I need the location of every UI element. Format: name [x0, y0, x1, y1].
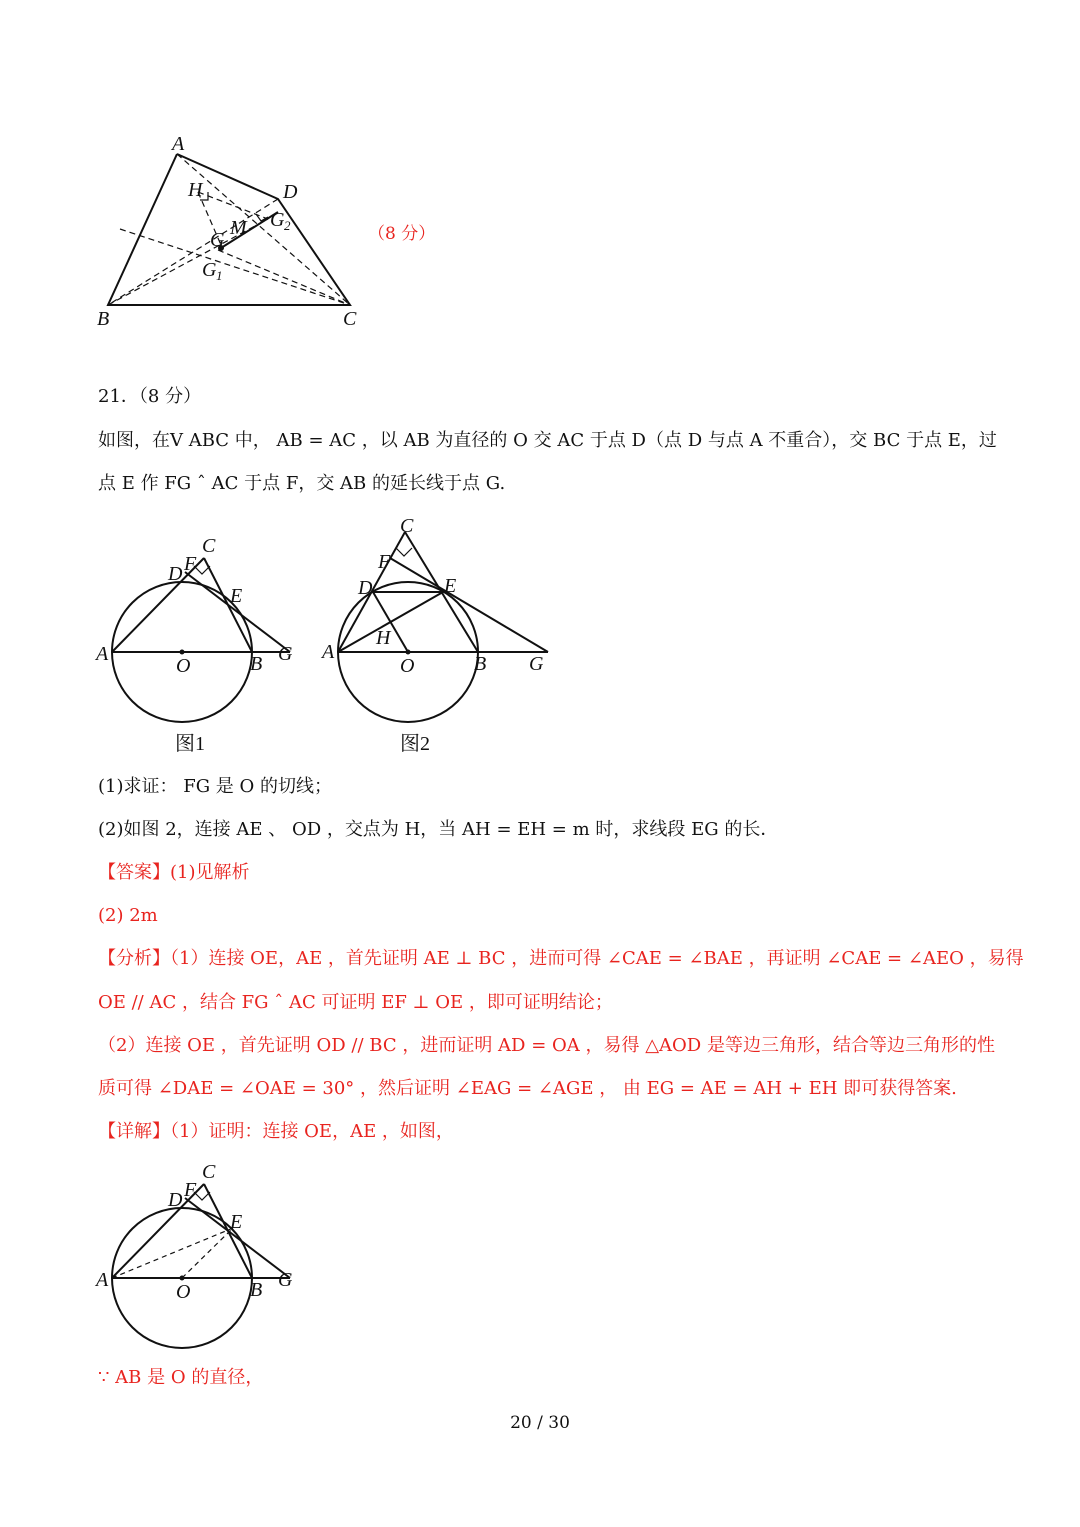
q21-stem-line1: 如图，在V ABC 中， AB = AC ，以 AB 为直径的 O 交 AC 于点 D（点 D 与点 A 不重合），交 BC 于点 E，过	[98, 430, 997, 451]
label-G1: G	[202, 259, 217, 281]
fig3-label-B: B	[250, 1279, 263, 1301]
q21-part1: (1)求证： FG 是 O 的切线；	[98, 776, 333, 797]
dashed-AE	[112, 1228, 233, 1278]
q21-part2: (2)如图 2，连接 AE 、 OD ，交点为 H，当 AH = EH = m 时，求线段 EG 的长．	[98, 819, 779, 840]
label-C: C	[343, 308, 357, 330]
fig2-label-D: D	[358, 577, 373, 599]
label-G2-sub: 2	[284, 218, 291, 233]
fig1-caption: 图1	[175, 733, 205, 755]
right-angle-F	[396, 548, 412, 556]
page-number: 20 / 30	[510, 1413, 570, 1433]
fig3-label-F: F	[184, 1179, 197, 1201]
fig2-label-G: G	[529, 653, 544, 675]
point-O	[180, 1276, 185, 1281]
answer-line2: (2) 2m	[98, 905, 158, 926]
line-FG	[185, 1198, 290, 1278]
label-M: M	[230, 217, 247, 239]
figure-quadrilateral	[90, 130, 380, 330]
label-G: G	[210, 229, 225, 251]
q21-stem-line2: 点 E 作 FG ˆ AC 于点 F，交 AB 的延长线于点 G.	[98, 473, 506, 494]
label-H: H	[188, 179, 203, 201]
because-line: ∵ AB 是 O 的直径，	[98, 1367, 264, 1388]
fig2-label-F: F	[378, 551, 391, 573]
analysis-line2: OE // AC ，结合 FG ˆ AC 可证明 EF ⊥ OE ，即可证明结论；	[98, 992, 613, 1013]
fig3-label-D: D	[168, 1189, 183, 1211]
figure-2	[318, 512, 558, 762]
fig1-label-C: C	[202, 535, 216, 557]
figure-1	[90, 530, 310, 760]
analysis-line1: 【分析】（1）连接 OE，AE ，首先证明 AE ⊥ BC ，进而可得 ∠CAE = ∠BAE ，再证明 ∠CAE = ∠AEO ，易得	[98, 948, 1024, 969]
quad-outline	[108, 154, 350, 305]
label-G1-sub: 1	[216, 268, 223, 283]
figure-1-svg	[90, 530, 310, 760]
detail-line1: 【详解】（1）证明：连接 OE，AE ，如图，	[98, 1121, 454, 1142]
line-FG	[185, 572, 290, 652]
fig2-label-A: A	[322, 641, 335, 663]
figure-3-svg	[90, 1156, 310, 1356]
label-D: D	[283, 181, 298, 203]
fig1-label-G: G	[278, 643, 293, 665]
fig3-label-G: G	[278, 1269, 293, 1291]
fig1-label-F: F	[184, 553, 197, 575]
q21-header: 21．（8 分）	[98, 386, 202, 407]
fig2-label-O: O	[400, 655, 415, 677]
fig1-label-E: E	[230, 585, 243, 607]
fig3-label-E: E	[230, 1211, 243, 1233]
label-A: A	[172, 133, 185, 155]
fig2-label-H: H	[376, 627, 391, 649]
fig2-label-B: B	[474, 653, 487, 675]
fig1-label-D: D	[168, 563, 183, 585]
fig3-label-O: O	[176, 1281, 191, 1303]
figure-2-svg	[318, 512, 558, 762]
fig2-caption: 图2	[400, 733, 430, 755]
figure-quadrilateral-svg	[90, 130, 380, 330]
fig1-label-O: O	[176, 655, 191, 677]
fig3-label-A: A	[96, 1269, 109, 1291]
fig1-label-B: B	[250, 653, 263, 675]
fig2-label-C: C	[400, 515, 414, 537]
analysis-line4: 质可得 ∠DAE = ∠OAE = 30° ，然后证明 ∠EAG = ∠AGE ， 由 EG = AE = AH + EH 即可获得答案.	[98, 1078, 957, 1099]
point-O	[180, 650, 185, 655]
dashed-OE	[182, 1228, 233, 1278]
analysis-line3: （2）连接 OE ，首先证明 OD // BC ，进而证明 AD = OA ，易得 △AOD 是等边三角形，结合等边三角形的性	[98, 1035, 995, 1056]
fig1-label-A: A	[96, 643, 109, 665]
figure-3	[90, 1156, 310, 1356]
score-8: （8 分）	[368, 224, 436, 244]
label-B: B	[97, 308, 110, 330]
fig2-label-E: E	[444, 575, 457, 597]
fig3-label-C: C	[202, 1161, 216, 1183]
point-O	[406, 650, 411, 655]
answer-line1: 【答案】(1)见解析	[98, 862, 250, 883]
label-G2: G	[270, 209, 285, 231]
